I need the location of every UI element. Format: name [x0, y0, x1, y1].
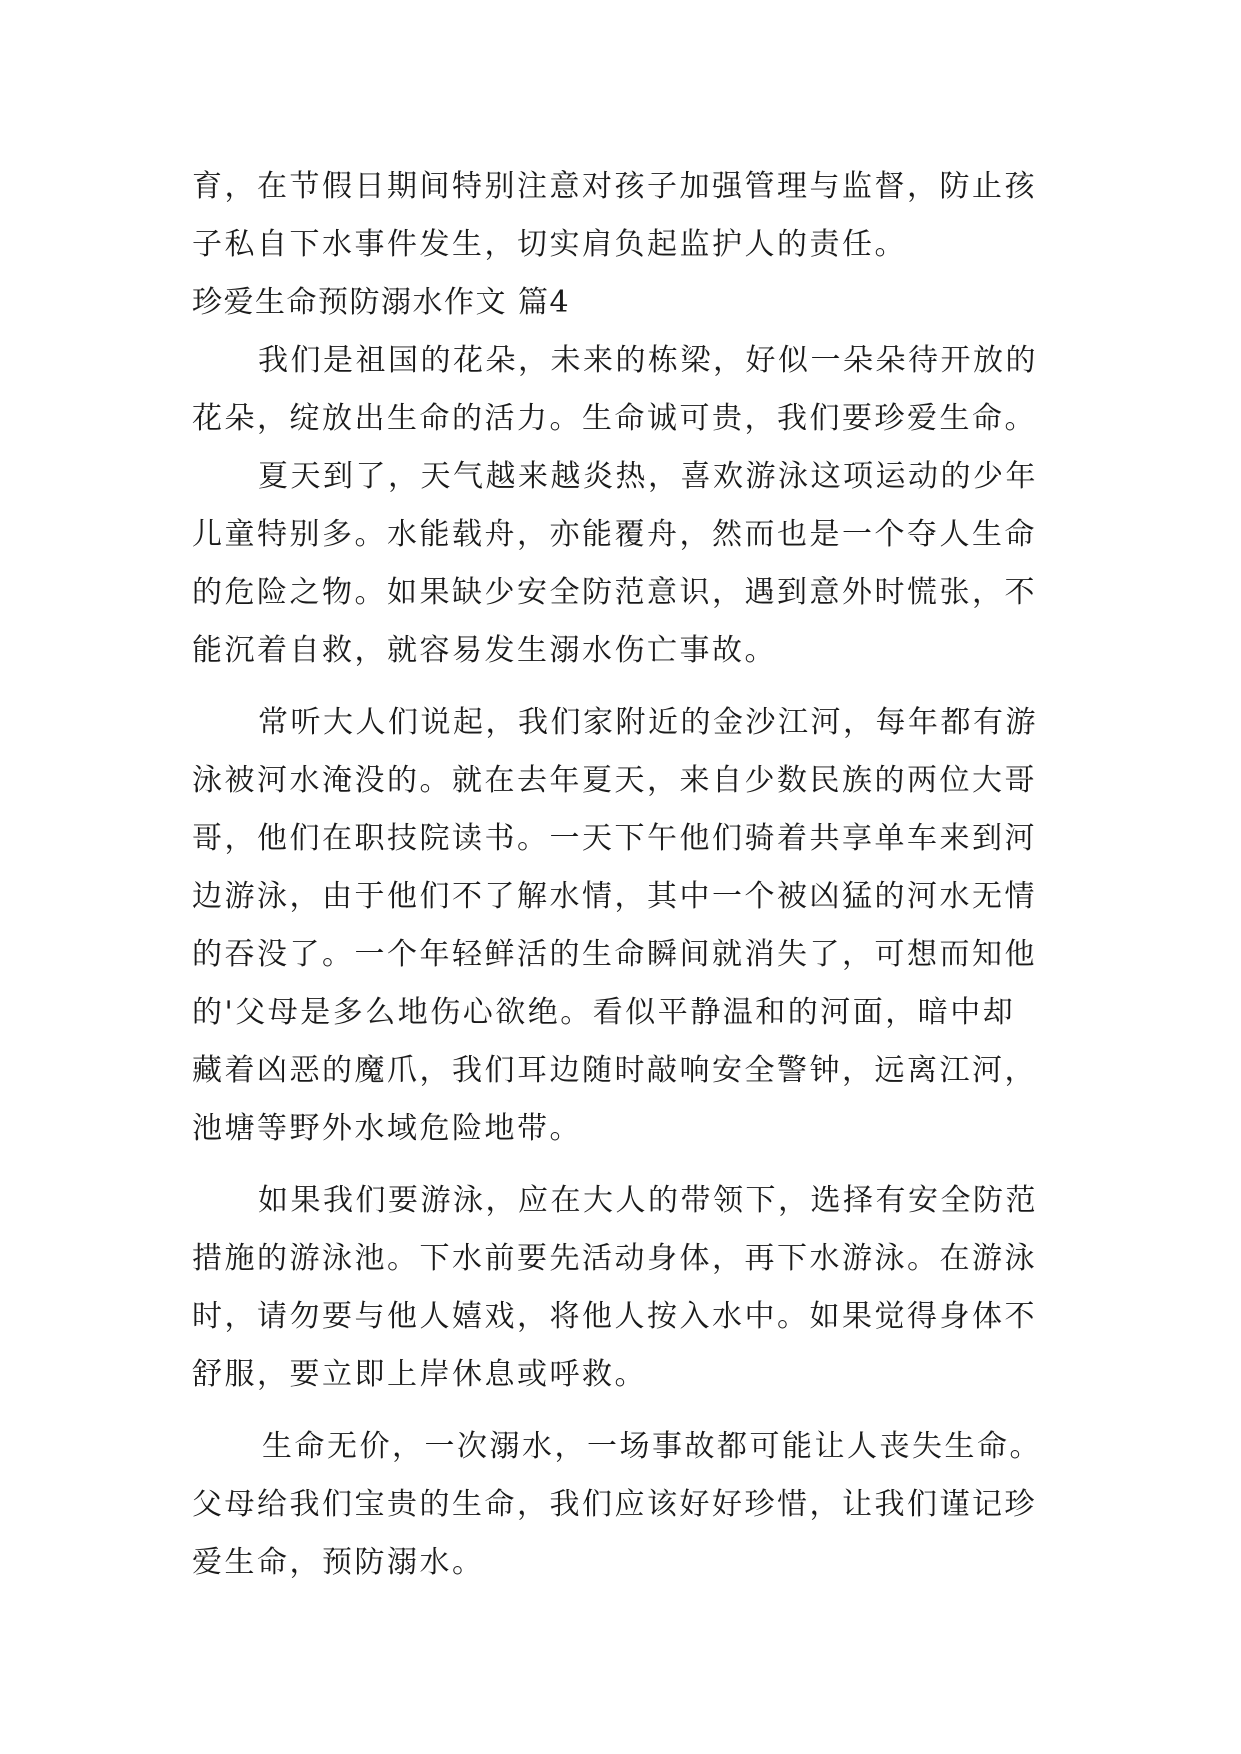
- text-line: 我们是祖国的花朵，未来的栋梁，好似一朵朵待开放的: [258, 343, 1038, 378]
- text-line: 花朵，绽放出生命的活力。生命诚可贵，我们要珍爱生命。: [192, 401, 1037, 436]
- text-line: 舒服，要立即上岸休息或呼救。: [192, 1357, 647, 1392]
- text-line: 常听大人们说起，我们家附近的金沙江河，每年都有游: [258, 705, 1038, 740]
- text-line: 如果我们要游泳，应在大人的带领下，选择有安全防范: [258, 1183, 1038, 1218]
- text-line: 哥，他们在职技院读书。一天下午他们骑着共享单车来到河: [192, 821, 1037, 856]
- text-line: 能沉着自救，就容易发生溺水伤亡事故。: [192, 633, 777, 668]
- text-line: 的吞没了。一个年轻鲜活的生命瞬间就消失了，可想而知他: [192, 937, 1037, 972]
- paragraph-gap: [192, 680, 1072, 694]
- intro-paragraph: [192, 158, 1072, 274]
- text-line: 父母给我们宝贵的生命，我们应该好好珍惜，让我们谨记珍: [192, 1487, 1037, 1522]
- text-line: 藏着凶恶的魔爪，我们耳边随时敲响安全警钟，远离江河，: [192, 1053, 1037, 1088]
- paragraph-gap: [192, 1158, 1072, 1172]
- text-line: 生命无价，一次溺水，一场事故都可能让人丧失生命。: [262, 1429, 1042, 1464]
- text-line: 夏天到了，天气越来越炎热，喜欢游泳这项运动的少年: [258, 459, 1038, 494]
- text-line: 的'父母是多么地伤心欲绝。看似平静温和的河面，暗中却: [192, 995, 1016, 1030]
- paragraph-5: [192, 1418, 1072, 1592]
- text-line: 泳被河水淹没的。就在去年夏天，来自少数民族的两位大哥: [192, 763, 1037, 798]
- text-line: 育，在节假日期间特别注意对孩子加强管理与监督，防止孩: [192, 169, 1037, 204]
- text-line: 措施的游泳池。下水前要先活动身体，再下水游泳。在游泳: [192, 1241, 1037, 1276]
- text-line: 爱生命，预防溺水。: [192, 1545, 485, 1580]
- text-line: 儿童特别多。水能载舟，亦能覆舟，然而也是一个夺人生命: [192, 517, 1037, 552]
- paragraph-gap: [192, 1404, 1072, 1418]
- document-body: [192, 158, 1072, 1592]
- paragraph-2: [192, 448, 1072, 680]
- text-line: 边游泳，由于他们不了解水情，其中一个被凶猛的河水无情: [192, 879, 1037, 914]
- text-line: 的危险之物。如果缺少安全防范意识，遇到意外时慌张，不: [192, 575, 1037, 610]
- paragraph-4: [192, 1172, 1072, 1404]
- text-line: 池塘等野外水域危险地带。: [192, 1111, 582, 1146]
- text-line: 时，请勿要与他人嬉戏，将他人按入水中。如果觉得身体不: [192, 1299, 1037, 1334]
- text-line: 子私自下水事件发生，切实肩负起监护人的责任。: [192, 227, 907, 262]
- paragraph-3: [192, 694, 1072, 1158]
- paragraph-1: [192, 332, 1072, 448]
- section-title: 珍爱生命预防溺水作文 篇4: [192, 285, 571, 320]
